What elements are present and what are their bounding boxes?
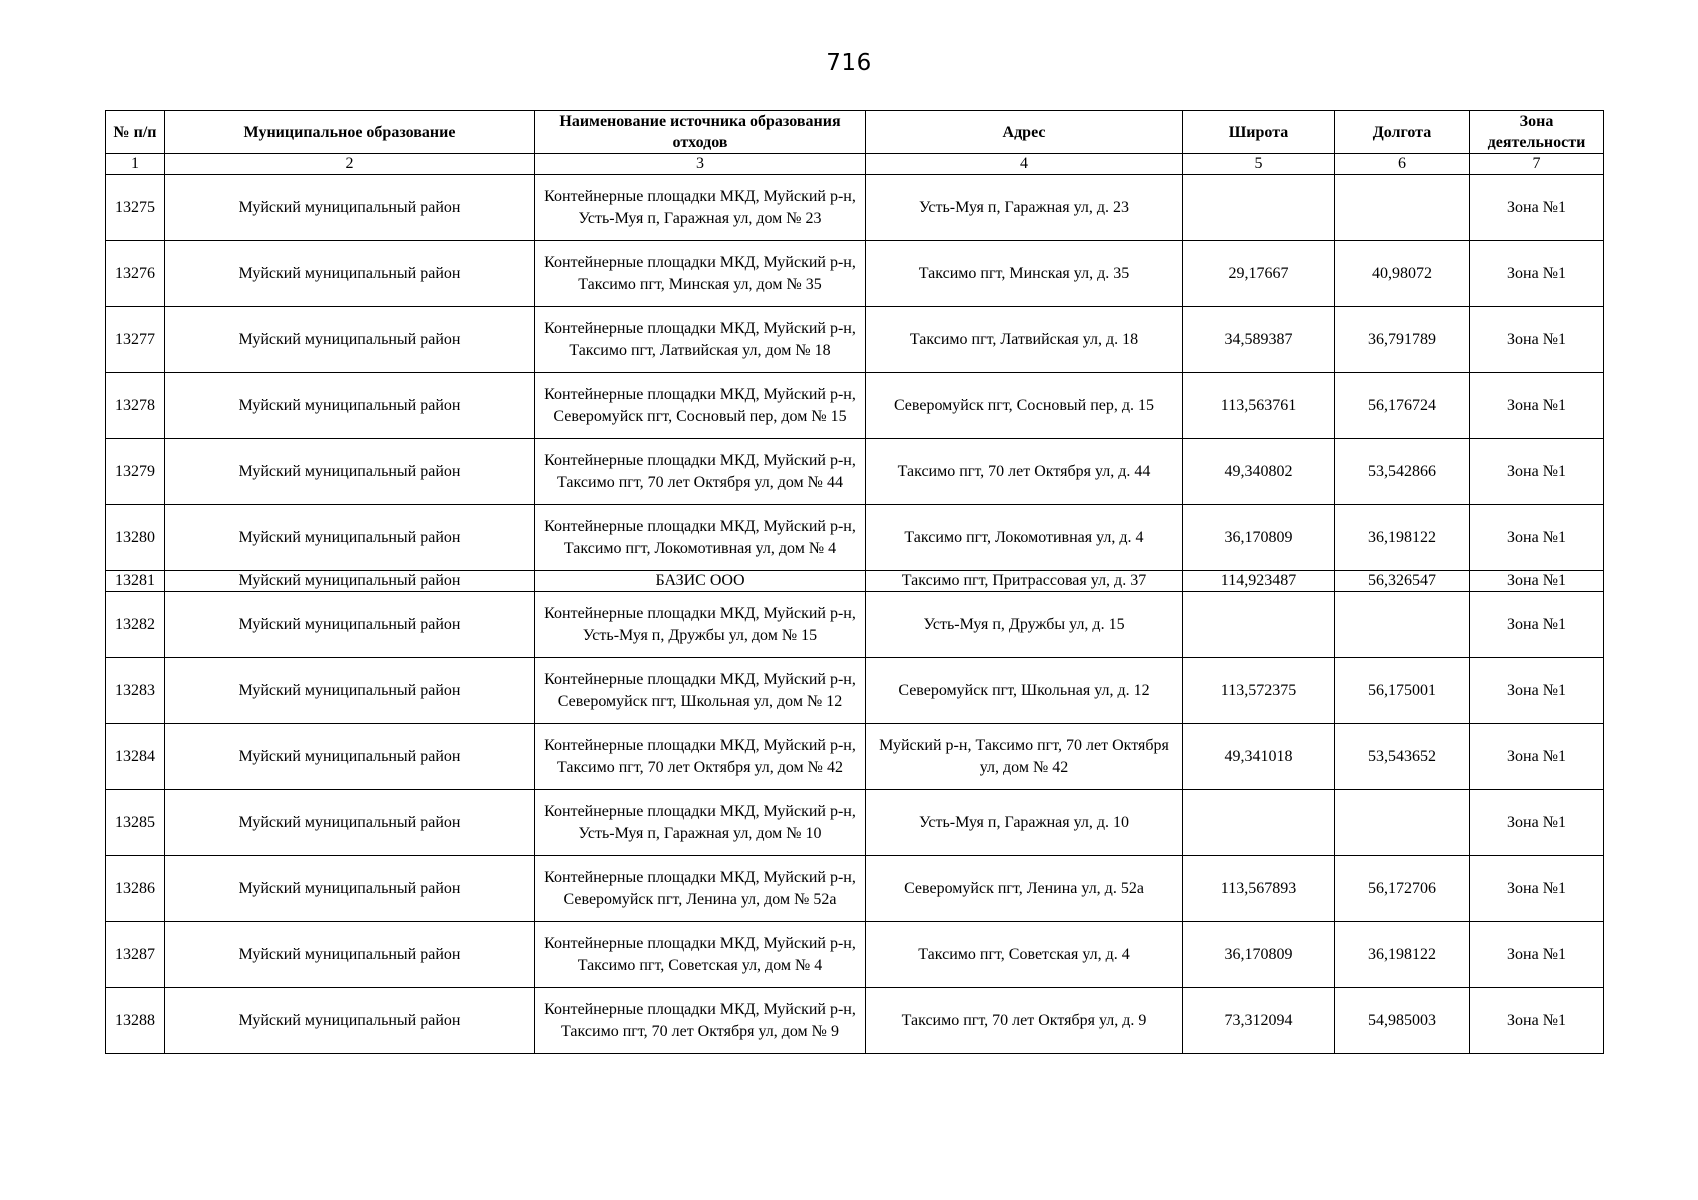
column-number: 4 [866, 154, 1183, 175]
cell-municipality: Муйский муниципальный район [165, 571, 535, 592]
cell-zone: Зона №1 [1470, 922, 1604, 988]
cell-number: 13280 [106, 505, 165, 571]
cell-latitude: 113,567893 [1183, 856, 1335, 922]
cell-longitude: 36,791789 [1335, 307, 1470, 373]
cell-municipality: Муйский муниципальный район [165, 307, 535, 373]
column-number: 1 [106, 154, 165, 175]
table-row [106, 505, 1604, 571]
cell-longitude: 36,198122 [1335, 922, 1470, 988]
header-cell-latitude: Широта [1183, 111, 1335, 154]
cell-municipality: Муйский муниципальный район [165, 790, 535, 856]
cell-longitude: 40,98072 [1335, 241, 1470, 307]
cell-zone: Зона №1 [1470, 307, 1604, 373]
table-row [106, 592, 1604, 658]
table-row [106, 571, 1604, 592]
table-row [106, 922, 1604, 988]
cell-latitude: 113,563761 [1183, 373, 1335, 439]
column-number: 2 [165, 154, 535, 175]
cell-number: 13276 [106, 241, 165, 307]
cell-source: Контейнерные площадки МКД, Муйский р-н, Таксимо пгт, 70 лет Октября ул, дом № 44 [535, 439, 866, 505]
table-row [106, 658, 1604, 724]
cell-number: 13282 [106, 592, 165, 658]
cell-number: 13278 [106, 373, 165, 439]
cell-longitude: 36,198122 [1335, 505, 1470, 571]
cell-number: 13277 [106, 307, 165, 373]
cell-latitude: 36,170809 [1183, 505, 1335, 571]
cell-longitude: 53,542866 [1335, 439, 1470, 505]
cell-address: Таксимо пгт, Минская ул, д. 35 [866, 241, 1183, 307]
cell-municipality: Муйский муниципальный район [165, 856, 535, 922]
cell-zone: Зона №1 [1470, 175, 1604, 241]
cell-latitude [1183, 175, 1335, 241]
cell-address: Муйский р-н, Таксимо пгт, 70 лет Октября ул, дом № 42 [866, 724, 1183, 790]
cell-address: Таксимо пгт, Локомотивная ул, д. 4 [866, 505, 1183, 571]
cell-longitude: 56,175001 [1335, 658, 1470, 724]
page-number: 716 [826, 50, 872, 76]
table-row [106, 439, 1604, 505]
cell-source: Контейнерные площадки МКД, Муйский р-н, Таксимо пгт, Минская ул, дом № 35 [535, 241, 866, 307]
cell-zone: Зона №1 [1470, 790, 1604, 856]
cell-latitude: 49,340802 [1183, 439, 1335, 505]
cell-zone: Зона №1 [1470, 241, 1604, 307]
table-row [106, 724, 1604, 790]
cell-source: Контейнерные площадки МКД, Муйский р-н, Северомуйск пгт, Сосновый пер, дом № 15 [535, 373, 866, 439]
cell-latitude [1183, 592, 1335, 658]
cell-number: 13284 [106, 724, 165, 790]
cell-number: 13288 [106, 988, 165, 1054]
column-number: 3 [535, 154, 866, 175]
cell-address: Усть-Муя п, Дружбы ул, д. 15 [866, 592, 1183, 658]
cell-zone: Зона №1 [1470, 856, 1604, 922]
column-number: 6 [1335, 154, 1470, 175]
cell-longitude: 53,543652 [1335, 724, 1470, 790]
cell-number: 13279 [106, 439, 165, 505]
cell-longitude [1335, 790, 1470, 856]
cell-number: 13286 [106, 856, 165, 922]
cell-number: 13287 [106, 922, 165, 988]
cell-municipality: Муйский муниципальный район [165, 988, 535, 1054]
cell-municipality: Муйский муниципальный район [165, 241, 535, 307]
waste-sources-table [105, 110, 1604, 1054]
cell-zone: Зона №1 [1470, 988, 1604, 1054]
cell-longitude: 56,326547 [1335, 571, 1470, 592]
table-row [106, 373, 1604, 439]
cell-address: Усть-Муя п, Гаражная ул, д. 23 [866, 175, 1183, 241]
cell-municipality: Муйский муниципальный район [165, 439, 535, 505]
cell-number: 13283 [106, 658, 165, 724]
cell-municipality: Муйский муниципальный район [165, 592, 535, 658]
column-number-row [106, 154, 1604, 175]
cell-latitude: 114,923487 [1183, 571, 1335, 592]
cell-latitude: 49,341018 [1183, 724, 1335, 790]
cell-zone: Зона №1 [1470, 724, 1604, 790]
cell-source: Контейнерные площадки МКД, Муйский р-н, Северомуйск пгт, Школьная ул, дом № 12 [535, 658, 866, 724]
cell-longitude: 56,172706 [1335, 856, 1470, 922]
table-body [106, 175, 1604, 1054]
cell-longitude: 54,985003 [1335, 988, 1470, 1054]
cell-source: Контейнерные площадки МКД, Муйский р-н, Усть-Муя п, Гаражная ул, дом № 10 [535, 790, 866, 856]
cell-municipality: Муйский муниципальный район [165, 505, 535, 571]
cell-latitude: 36,170809 [1183, 922, 1335, 988]
cell-municipality: Муйский муниципальный район [165, 922, 535, 988]
table-row [106, 790, 1604, 856]
cell-zone: Зона №1 [1470, 658, 1604, 724]
cell-address: Усть-Муя п, Гаражная ул, д. 10 [866, 790, 1183, 856]
header-cell-source: Наименование источника образования отходов [535, 111, 866, 154]
cell-address: Таксимо пгт, Советская ул, д. 4 [866, 922, 1183, 988]
cell-zone: Зона №1 [1470, 592, 1604, 658]
header-cell-municipality: Муниципальное образование [165, 111, 535, 154]
table-row [106, 175, 1604, 241]
cell-zone: Зона №1 [1470, 439, 1604, 505]
cell-municipality: Муйский муниципальный район [165, 175, 535, 241]
cell-zone: Зона №1 [1470, 571, 1604, 592]
cell-source: Контейнерные площадки МКД, Муйский р-н, Таксимо пгт, Латвийская ул, дом № 18 [535, 307, 866, 373]
table-row [106, 856, 1604, 922]
cell-municipality: Муйский муниципальный район [165, 658, 535, 724]
table-row [106, 241, 1604, 307]
cell-longitude [1335, 592, 1470, 658]
cell-source: Контейнерные площадки МКД, Муйский р-н, Усть-Муя п, Дружбы ул, дом № 15 [535, 592, 866, 658]
cell-zone: Зона №1 [1470, 505, 1604, 571]
cell-latitude [1183, 790, 1335, 856]
cell-longitude: 56,176724 [1335, 373, 1470, 439]
cell-address: Северомуйск пгт, Школьная ул, д. 12 [866, 658, 1183, 724]
cell-source: БАЗИС ООО [535, 571, 866, 592]
cell-address: Таксимо пгт, Притрассовая ул, д. 37 [866, 571, 1183, 592]
table-row [106, 307, 1604, 373]
header-cell-address: Адрес [866, 111, 1183, 154]
cell-source: Контейнерные площадки МКД, Муйский р-н, Таксимо пгт, 70 лет Октября ул, дом № 42 [535, 724, 866, 790]
cell-address: Таксимо пгт, Латвийская ул, д. 18 [866, 307, 1183, 373]
cell-number: 13275 [106, 175, 165, 241]
header-row [106, 111, 1604, 154]
cell-address: Таксимо пгт, 70 лет Октября ул, д. 9 [866, 988, 1183, 1054]
header-cell-number: № п/п [106, 111, 165, 154]
cell-longitude [1335, 175, 1470, 241]
cell-latitude: 29,17667 [1183, 241, 1335, 307]
table-row [106, 988, 1604, 1054]
cell-source: Контейнерные площадки МКД, Муйский р-н, Таксимо пгт, Советская ул, дом № 4 [535, 922, 866, 988]
column-number: 5 [1183, 154, 1335, 175]
cell-municipality: Муйский муниципальный район [165, 724, 535, 790]
cell-municipality: Муйский муниципальный район [165, 373, 535, 439]
cell-source: Контейнерные площадки МКД, Муйский р-н, Усть-Муя п, Гаражная ул, дом № 23 [535, 175, 866, 241]
cell-address: Таксимо пгт, 70 лет Октября ул, д. 44 [866, 439, 1183, 505]
cell-zone: Зона №1 [1470, 373, 1604, 439]
cell-latitude: 34,589387 [1183, 307, 1335, 373]
cell-latitude: 113,572375 [1183, 658, 1335, 724]
cell-source: Контейнерные площадки МКД, Муйский р-н, Таксимо пгт, Локомотивная ул, дом № 4 [535, 505, 866, 571]
header-cell-zone: Зона деятельности [1470, 111, 1604, 154]
cell-number: 13285 [106, 790, 165, 856]
cell-source: Контейнерные площадки МКД, Муйский р-н, Северомуйск пгт, Ленина ул, дом № 52а [535, 856, 866, 922]
column-number: 7 [1470, 154, 1604, 175]
cell-latitude: 73,312094 [1183, 988, 1335, 1054]
cell-source: Контейнерные площадки МКД, Муйский р-н, Таксимо пгт, 70 лет Октября ул, дом № 9 [535, 988, 866, 1054]
cell-address: Северомуйск пгт, Сосновый пер, д. 15 [866, 373, 1183, 439]
cell-address: Северомуйск пгт, Ленина ул, д. 52а [866, 856, 1183, 922]
cell-number: 13281 [106, 571, 165, 592]
header-cell-longitude: Долгота [1335, 111, 1470, 154]
